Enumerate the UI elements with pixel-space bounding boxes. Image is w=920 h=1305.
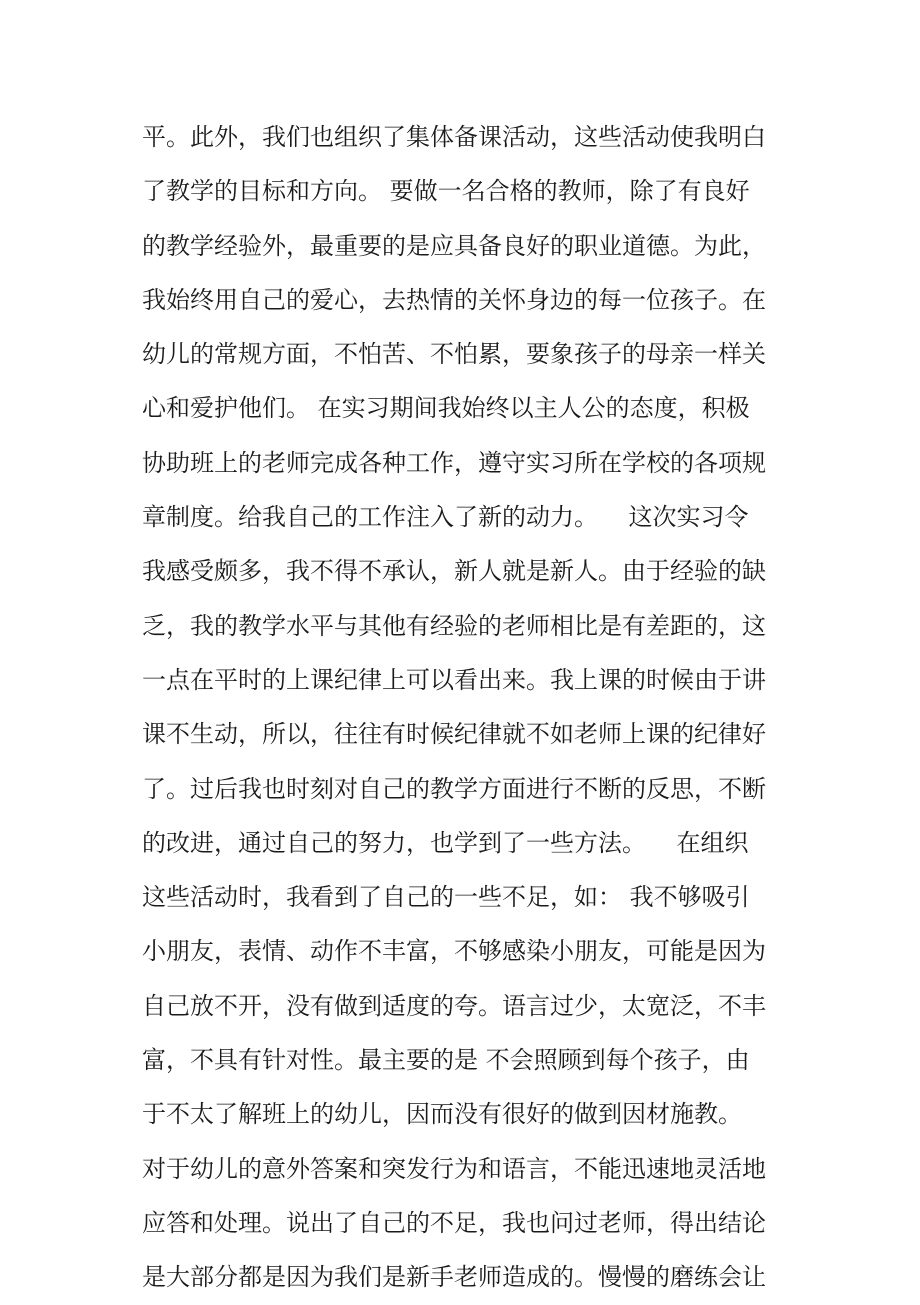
text-line: 对于幼儿的意外答案和突发行为和语言，不能迅速地灵活地 (142, 1154, 766, 1183)
text-line: 平。此外，我们也组织了集体备课活动，这些活动使我明白 (142, 123, 766, 151)
text-line: 我始终用自己的爱心，去热情的关怀身边的每一位孩子。在 (142, 285, 766, 314)
text-line: 小朋友，表情、动作不丰富，不够感染小朋友，可能是因为 (142, 937, 766, 966)
text-line: 这些活动时，我看到了自己的一些不足，如： 我不够吸引 (142, 883, 750, 912)
text-line: 乏，我的教学水平与其他有经验的老师相比是有差距的，这 (142, 611, 766, 640)
text-line: 自己放不开，没有做到适度的夸。语言过少，太宽泛，不丰 (142, 991, 766, 1020)
text-line: 章制度。给我自己的工作注入了新的动力。 这次实习令 (142, 503, 749, 532)
body-text (142, 110, 782, 1305)
text-line: 是大部分都是因为我们是新手老师造成的。慢慢的磨练会让 (142, 1263, 766, 1292)
text-line: 协助班上的老师完成各种工作，遵守实习所在学校的各项规 (142, 448, 766, 477)
text-line: 我感受颇多，我不得不承认，新人就是新人。由于经验的缺 (142, 557, 766, 586)
text-line: 课不生动，所以，往往有时候纪律就不如老师上课的纪律好 (142, 720, 766, 749)
text-line: 应答和处理。说出了自己的不足，我也问过老师，得出结论 (142, 1208, 766, 1237)
text-line: 了教学的目标和方向。 要做一名合格的教师，除了有良好 (142, 177, 750, 206)
text-line: 幼儿的常规方面，不怕苦、不怕累，要象孩子的母亲一样关 (142, 340, 766, 369)
text-line: 了。过后我也时刻对自己的教学方面进行不断的反思，不断 (142, 774, 766, 803)
text-line: 富，不具有针对性。最主要的是 不会照顾到每个孩子，由 (142, 1046, 750, 1075)
text-line: 的教学经验外，最重要的是应具备良好的职业道德。为此， (142, 231, 766, 260)
text-line: 的改进，通过自己的努力，也学到了一些方法。 在组织 (142, 828, 749, 857)
text-line: 于不太了解班上的幼儿，因而没有很好的做到因材施教。 (142, 1100, 742, 1129)
text-line: 心和爱护他们。 在实习期间我始终以主人公的态度，积极 (142, 394, 750, 423)
text-line: 一点在平时的上课纪律上可以看出来。我上课的时候由于讲 (142, 665, 766, 694)
